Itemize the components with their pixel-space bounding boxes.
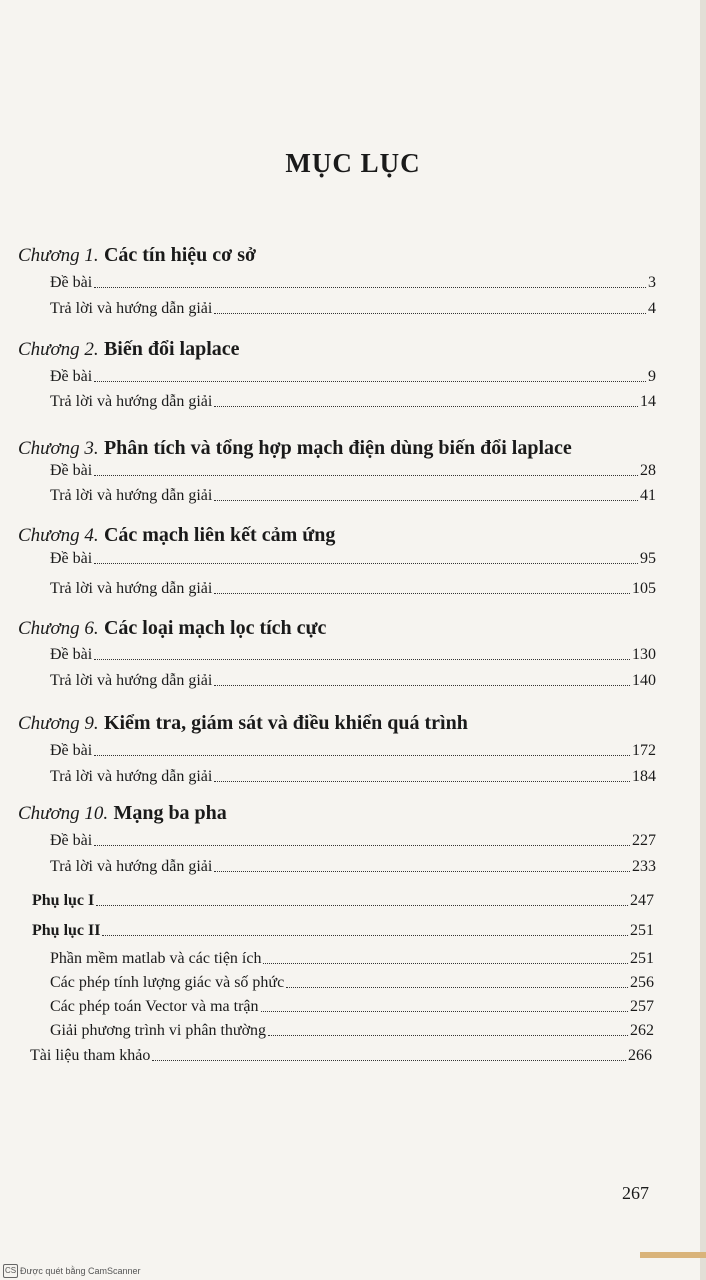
entry-label: Các phép toán Vector và ma trận	[50, 998, 259, 1015]
leader-dots	[263, 962, 628, 964]
chapter-label: Chương 4.	[18, 525, 99, 546]
toc-entry	[50, 300, 656, 318]
entry-page: 233	[632, 858, 656, 875]
entry-label: Đề bài	[50, 832, 93, 849]
entry-page: 41	[640, 487, 656, 504]
chapter-label: Chương 9.	[18, 713, 99, 734]
toc-entry	[30, 1047, 652, 1065]
entry-page: 105	[632, 580, 656, 597]
entry-label: Đề bài	[50, 462, 93, 479]
chapter-title: Các tín hiệu cơ sở	[103, 244, 257, 266]
entry-page: 251	[630, 922, 654, 939]
chapter-title: Các loại mạch lọc tích cực	[103, 617, 327, 639]
chapter-heading	[18, 800, 227, 825]
page-title: MỤC LỤC	[285, 148, 421, 178]
entry-page: 14	[640, 393, 656, 410]
leader-dots	[94, 562, 638, 564]
page-edge-bottom	[640, 1252, 706, 1258]
toc-entry	[50, 672, 656, 690]
leader-dots	[94, 474, 638, 476]
page-number: 267	[622, 1183, 649, 1203]
entry-label: Trả lời và hướng dẫn giải	[50, 858, 213, 875]
entry-label: Đề bài	[50, 550, 93, 567]
chapter-label: Chương 3.	[18, 438, 99, 459]
toc-entry	[50, 768, 656, 786]
toc-entry	[50, 998, 654, 1016]
page-edge	[700, 0, 706, 1280]
entry-label: Trả lời và hướng dẫn giải	[50, 672, 213, 689]
leader-dots	[214, 405, 638, 407]
entry-label: Đề bài	[50, 646, 93, 663]
entry-label: Trả lời và hướng dẫn giải	[50, 487, 213, 504]
entry-label: Giải phương trình vi phân thường	[50, 1022, 267, 1039]
chapter-label: Chương 6.	[18, 618, 99, 639]
entry-page: 247	[630, 892, 654, 909]
entry-page: 9	[648, 368, 656, 385]
chapter-heading	[18, 522, 335, 547]
toc-entry	[50, 646, 656, 664]
chapter-label: Chương 2.	[18, 339, 99, 360]
entry-label: Trả lời và hướng dẫn giải	[50, 393, 213, 410]
toc-entry-appendix	[32, 922, 654, 940]
entry-label: Đề bài	[50, 368, 93, 385]
leader-dots	[214, 870, 630, 872]
chapter-title: Kiểm tra, giám sát và điều khiển quá trình	[103, 712, 468, 734]
entry-page: 251	[630, 950, 654, 967]
toc-entry	[50, 858, 656, 876]
entry-page: 266	[628, 1047, 652, 1064]
toc-entry	[50, 393, 656, 411]
entry-label: Trả lời và hướng dẫn giải	[50, 300, 213, 317]
toc-entry	[50, 950, 654, 968]
chapter-heading	[18, 710, 468, 735]
entry-page: 4	[648, 300, 656, 317]
leader-dots	[214, 499, 638, 501]
chapter-title: Mạng ba pha	[113, 802, 227, 824]
toc-entry	[50, 1022, 654, 1040]
entry-page: 172	[632, 742, 656, 759]
toc-entry	[50, 742, 656, 760]
entry-page: 256	[630, 974, 654, 991]
leader-dots	[268, 1034, 628, 1036]
toc-entry	[50, 462, 656, 480]
toc-entry	[50, 550, 656, 568]
leader-dots	[214, 684, 630, 686]
chapter-title: Biến đổi laplace	[103, 338, 240, 360]
leader-dots	[94, 754, 630, 756]
leader-dots	[214, 312, 646, 314]
camscanner-icon: CS	[3, 1264, 18, 1278]
chapter-heading	[18, 336, 240, 361]
entry-page: 3	[648, 274, 656, 291]
entry-label: Tài liệu tham khảo	[30, 1047, 151, 1064]
entry-label: Trả lời và hướng dẫn giải	[50, 768, 213, 785]
entry-page: 140	[632, 672, 656, 689]
leader-dots	[94, 380, 646, 382]
entry-label: Các phép tính lượng giác và số phức	[50, 974, 285, 991]
entry-label: Đề bài	[50, 742, 93, 759]
leader-dots	[152, 1059, 626, 1061]
entry-label: Trả lời và hướng dẫn giải	[50, 580, 213, 597]
entry-label: Đề bài	[50, 274, 93, 291]
entry-page: 227	[632, 832, 656, 849]
chapter-label: Chương 1.	[18, 245, 99, 266]
chapter-heading	[18, 435, 572, 460]
leader-dots	[102, 934, 628, 936]
entry-page: 95	[640, 550, 656, 567]
chapter-heading	[18, 242, 256, 267]
toc-entry-appendix	[32, 892, 654, 910]
entry-page: 257	[630, 998, 654, 1015]
leader-dots	[214, 592, 630, 594]
toc-entry	[50, 974, 654, 992]
entry-page: 262	[630, 1022, 654, 1039]
leader-dots	[214, 780, 630, 782]
entry-page: 184	[632, 768, 656, 785]
leader-dots	[94, 658, 630, 660]
toc-entry	[50, 580, 656, 598]
toc-entry	[50, 274, 656, 292]
scanner-watermark-text: Được quét bằng CamScanner	[20, 1266, 141, 1276]
toc-entry	[50, 368, 656, 386]
entry-label: Phần mềm matlab và các tiện ích	[50, 950, 262, 967]
leader-dots	[261, 1010, 628, 1012]
entry-label: Phụ lục II	[32, 922, 101, 939]
toc-entry	[50, 832, 656, 850]
leader-dots	[94, 286, 646, 288]
entry-page: 28	[640, 462, 656, 479]
entry-label: Phụ lục I	[32, 892, 95, 909]
chapter-heading	[18, 615, 326, 640]
chapter-title: Phân tích và tổng hợp mạch điện dùng biến đổi laplace	[103, 437, 572, 459]
chapter-label: Chương 10.	[18, 803, 109, 824]
chapter-title: Các mạch liên kết cảm ứng	[103, 524, 336, 546]
scanner-footer	[0, 1262, 706, 1280]
leader-dots	[94, 844, 630, 846]
leader-dots	[286, 986, 628, 988]
toc-entry	[50, 487, 656, 505]
entry-page: 130	[632, 646, 656, 663]
leader-dots	[96, 904, 628, 906]
